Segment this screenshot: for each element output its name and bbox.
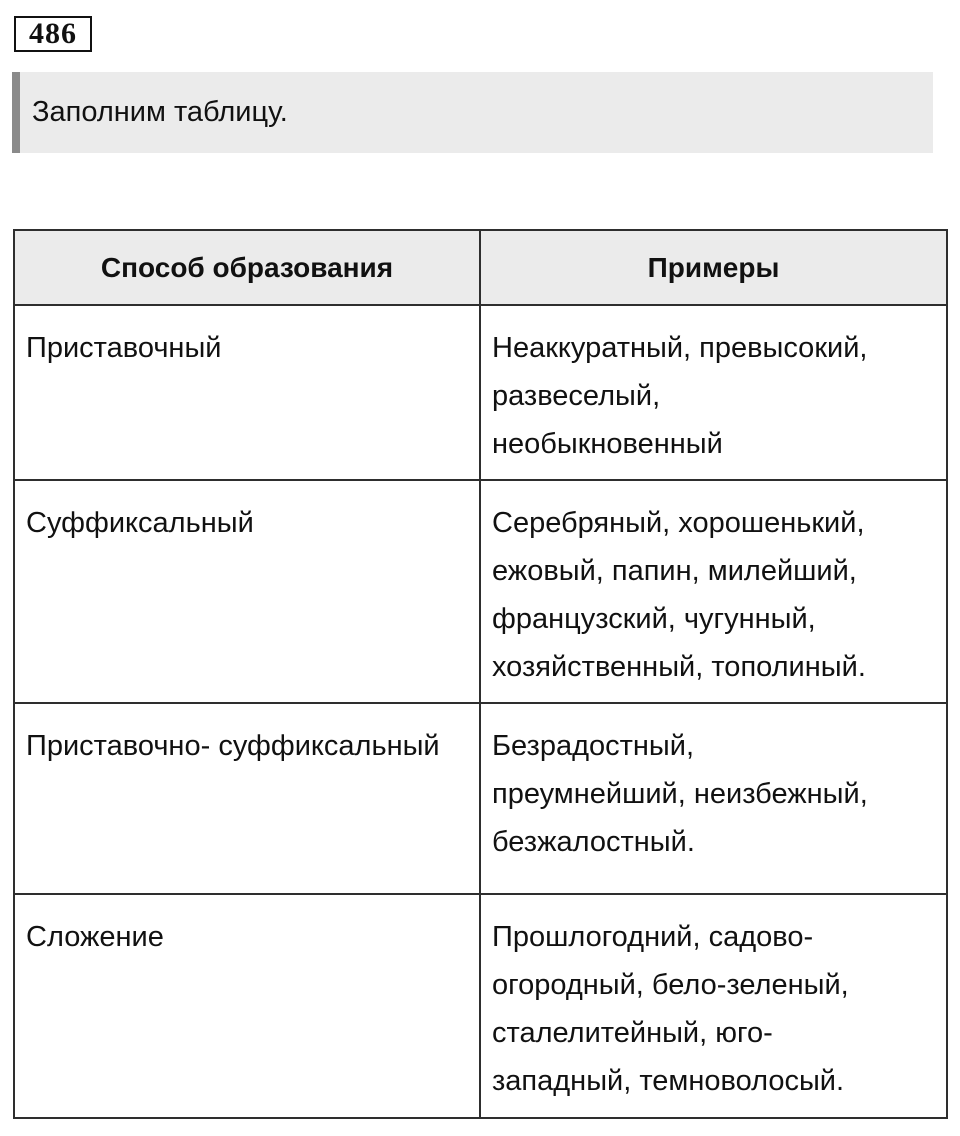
example-line: Серебряный, хорошенький, bbox=[492, 507, 865, 539]
method-text: Сложение bbox=[26, 921, 164, 953]
method-text: Суффиксальный bbox=[26, 507, 254, 539]
method-text: Приставочный bbox=[26, 332, 222, 364]
method-text: Приставочно- bbox=[26, 730, 211, 762]
table-row bbox=[14, 894, 947, 1118]
method-cell bbox=[14, 894, 480, 1118]
example-line: Прошлогодний, садово- bbox=[492, 921, 814, 953]
examples-cell bbox=[480, 894, 947, 1118]
example-line: преумнейший, неизбежный, bbox=[492, 778, 868, 810]
table-header-row bbox=[14, 230, 947, 305]
example-line: необыкновенный bbox=[492, 428, 723, 460]
method-cell bbox=[14, 480, 480, 703]
example-line: ежовый, папин, милейший, bbox=[492, 555, 857, 587]
method-text: суффиксальный bbox=[218, 730, 440, 762]
intro-text: Заполним таблицу. bbox=[32, 96, 288, 128]
example-line: западный, темноволосый. bbox=[492, 1065, 845, 1097]
header-method: Способ образования bbox=[14, 230, 480, 305]
example-line: огородный, бело-зеленый, bbox=[492, 969, 849, 1001]
examples-cell bbox=[480, 480, 947, 703]
example-line: Безрадостный, bbox=[492, 730, 695, 762]
example-line: сталелитейный, юго- bbox=[492, 1017, 773, 1049]
table-row bbox=[14, 480, 947, 703]
method-cell bbox=[14, 305, 480, 480]
table-row bbox=[14, 703, 947, 894]
example-line: безжалостный. bbox=[492, 826, 695, 858]
example-line: французский, чугунный, bbox=[492, 603, 816, 635]
word-formation-table bbox=[13, 229, 948, 1119]
method-cell bbox=[14, 703, 480, 894]
example-line: развеселый, bbox=[492, 380, 661, 412]
table-row bbox=[14, 305, 947, 480]
example-line: Неаккуратный, превысокий, bbox=[492, 332, 868, 364]
examples-cell bbox=[480, 305, 947, 480]
example-line: хозяйственный, тополиный. bbox=[492, 651, 866, 683]
examples-cell bbox=[480, 703, 947, 894]
header-examples: Примеры bbox=[480, 230, 947, 305]
exercise-number: 486 bbox=[14, 16, 92, 52]
intro-callout bbox=[12, 72, 933, 153]
